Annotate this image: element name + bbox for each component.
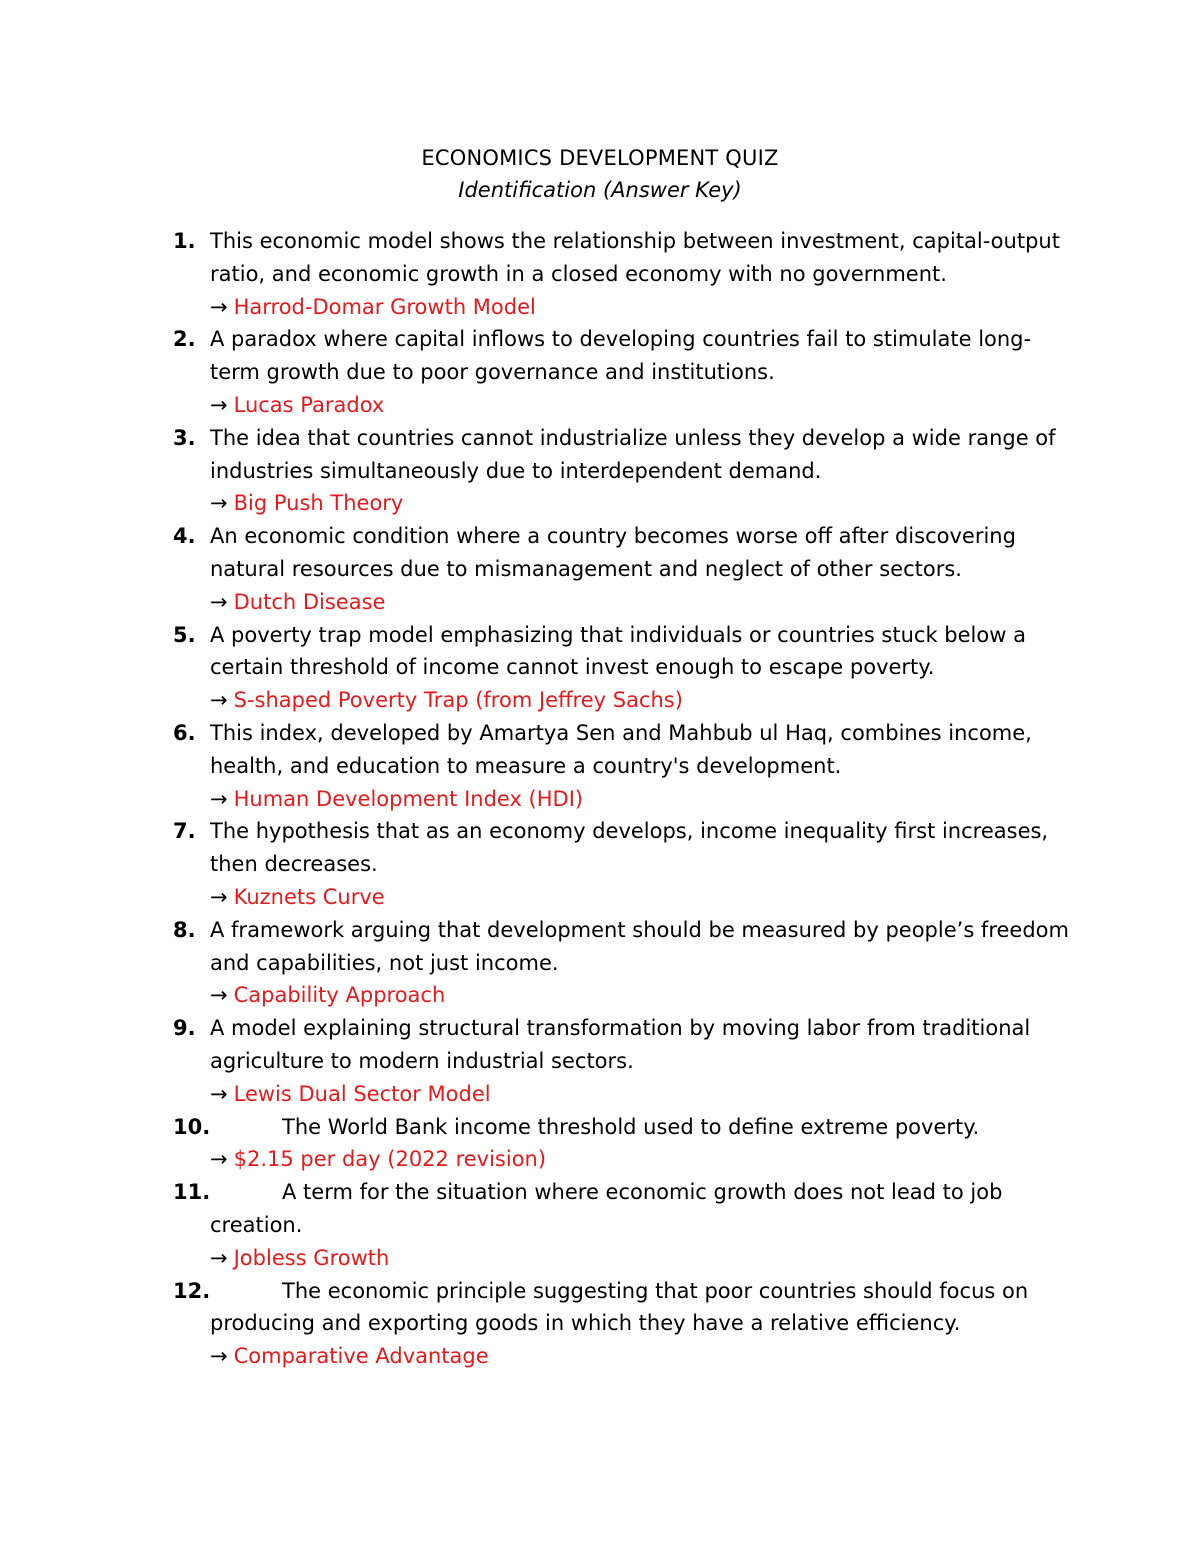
answer-text: Kuznets Curve (233, 884, 385, 909)
answer-text: $2.15 per day (2022 revision) (233, 1147, 547, 1172)
answer-line (210, 291, 1200, 324)
document-subtitle: Identification (Answer Key) (458, 178, 742, 202)
answer-text: Capability Approach (233, 983, 446, 1008)
question-text: The hypothesis that as an economy develops, income inequality first increases, then decreases. (210, 819, 1049, 877)
question-number: 3. (173, 425, 196, 450)
question-item (0, 323, 1200, 421)
answer-line (210, 881, 1200, 914)
document-title: ECONOMICS DEVELOPMENT QUIZ (421, 146, 779, 170)
question-text: This economic model shows the relationship between investment, capital-output ratio, and economic growth in a closed economy with no government. (210, 229, 1060, 286)
question-number: 6. (173, 720, 196, 745)
arrow-right-icon: → (210, 1245, 228, 1270)
question-text: A framework arguing that development should be measured by people’s freedom and capabilities, not just income. (210, 917, 1069, 975)
answer-line (210, 487, 1200, 520)
arrow-right-icon: → (210, 392, 228, 417)
question-item (0, 422, 1200, 520)
arrow-right-icon: → (210, 1081, 228, 1106)
question-number: 7. (173, 819, 196, 844)
answer-line (210, 684, 1200, 717)
question-item (0, 815, 1200, 913)
question-number: 5. (173, 622, 196, 647)
answer-text: Comparative Advantage (233, 1344, 489, 1369)
question-item (0, 520, 1200, 618)
question-list (0, 225, 1200, 1373)
question-item (0, 1176, 1200, 1274)
question-text: A poverty trap model emphasizing that individuals or countries stuck below a certain threshold of income cannot invest enough to escape poverty. (210, 622, 1026, 680)
answer-line (210, 389, 1200, 422)
answer-text: Human Development Index (HDI) (233, 786, 584, 811)
answer-text: Lewis Dual Sector Model (233, 1081, 491, 1106)
arrow-right-icon: → (210, 589, 228, 614)
question-number: 2. (173, 327, 196, 352)
answer-text: Harrod-Domar Growth Model (233, 294, 536, 319)
question-number: 10. (173, 1114, 211, 1139)
arrow-right-icon: → (210, 294, 228, 319)
question-text: The idea that countries cannot industrialize unless they develop a wide range of industries simultaneously due to interdependent demand. (210, 425, 1056, 483)
question-item (0, 1111, 1200, 1177)
arrow-right-icon: → (210, 1344, 228, 1369)
answer-line (210, 1078, 1200, 1111)
answer-text: Lucas Paradox (233, 392, 385, 417)
question-text: A paradox where capital inflows to developing countries fail to stimulate long-term growth due to poor governance and institutions. (210, 327, 1032, 385)
question-text: A term for the situation where economic growth does not lead to job creation. (210, 1180, 1003, 1237)
arrow-right-icon: → (210, 884, 228, 909)
answer-line (210, 586, 1200, 619)
answer-text: Jobless Growth (233, 1245, 390, 1270)
question-number: 11. (173, 1180, 211, 1205)
answer-text: Dutch Disease (233, 589, 386, 614)
answer-text: Big Push Theory (233, 491, 404, 516)
arrow-right-icon: → (210, 491, 228, 516)
question-item (0, 1275, 1200, 1373)
question-number: 8. (173, 917, 196, 942)
question-item (0, 1012, 1200, 1110)
question-text: The economic principle suggesting that poor countries should focus on producing and exporting goods in which they have a relative efficiency. (210, 1278, 1029, 1336)
answer-line (210, 783, 1200, 816)
question-item (0, 914, 1200, 1012)
question-number: 9. (173, 1016, 196, 1041)
question-text: An economic condition where a country becomes worse off after discovering natural resources due to mismanagement and neglect of other sectors. (210, 524, 1016, 581)
question-text: A model explaining structural transformation by moving labor from traditional agriculture to modern industrial sectors. (210, 1016, 1031, 1073)
answer-text: S-shaped Poverty Trap (from Jeffrey Sachs) (233, 688, 683, 713)
question-number: 12. (173, 1278, 211, 1303)
question-item (0, 225, 1200, 323)
question-text: The World Bank income threshold used to define extreme poverty. (282, 1114, 980, 1139)
question-text: This index, developed by Amartya Sen and Mahbub ul Haq, combines income, health, and education to measure a country's development. (210, 720, 1032, 778)
arrow-right-icon: → (210, 688, 228, 713)
arrow-right-icon: → (210, 1147, 228, 1172)
question-number: 4. (173, 524, 196, 549)
answer-line (210, 1242, 1200, 1275)
question-number: 1. (173, 229, 196, 253)
answer-line (210, 1143, 1200, 1176)
question-item (0, 619, 1200, 717)
question-item (0, 717, 1200, 815)
arrow-right-icon: → (210, 983, 228, 1008)
answer-line (210, 1340, 1200, 1373)
answer-line (210, 979, 1200, 1012)
arrow-right-icon: → (210, 786, 228, 811)
